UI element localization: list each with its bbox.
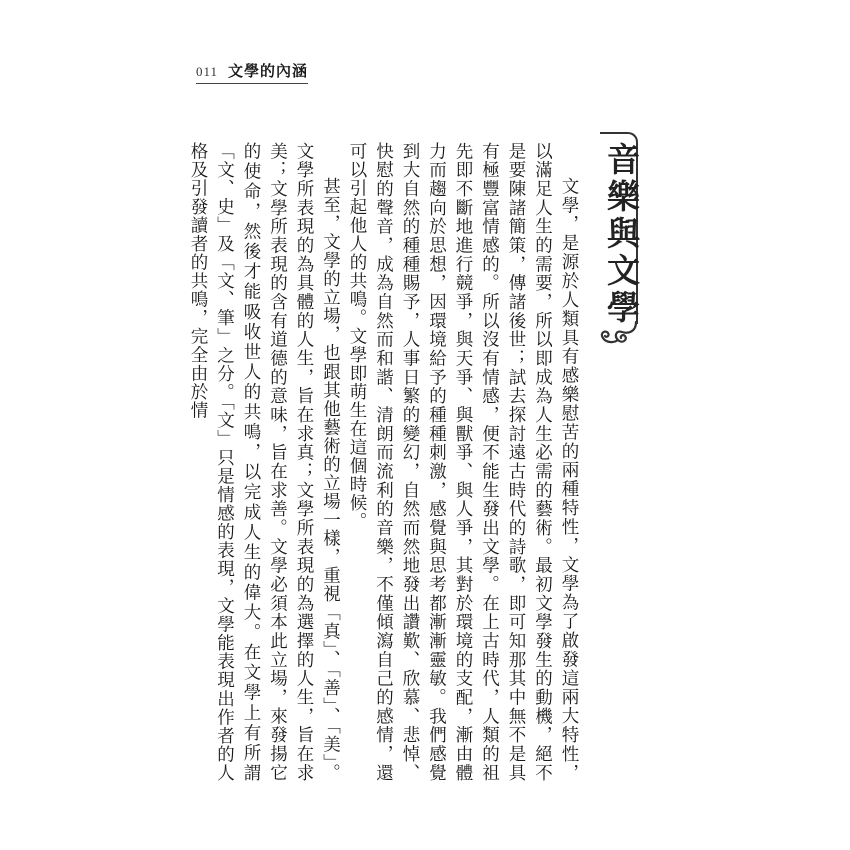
paragraph: 甚至，文學的立場，也跟其他藝術的立場一樣，重視「真」、「善」、「美」。文學所表現的為具體的人生，旨在求真；文學所表現的為選擇的人生，旨在求美；文學所表現的含有道德的意味，旨在求善。文學必須本此立場，來發揚它的使命，然後才能吸收世人的共鳴，以完成人生的偉大。在文學上有所謂「文、史」及「文、筆」之分。「文」只是情感的表現，文學能表現出作者的人格及引發讀者的共鳴，完全由於情 xyxy=(188,142,341,782)
section-title: 音樂與文學 xyxy=(602,142,641,327)
body-text xyxy=(190,142,582,782)
paragraph: 文學，是源於人類具有感樂慰苦的兩種特性，文學為了啟發這兩大特性，以滿足人生的需要，所以即成為人生必需的藝術。最初文學發生的動機，絕不是要陳諸簡策，傳諸後世；試去探討遠古時代的詩歌，即可知那其中無不是具有極豐富情感的。所以沒有情感，便不能生發出文學。在上古時代，人類的祖先即不斷地進行競爭，與天爭、與獸爭、與人爭，其對於環境的支配，漸由體力而趨向於思想，因環境給予的種種刺激，感覺與思考都漸漸靈敏。我們感覺到大自然的種種賜予，人事日繁的變幻，自然而然地發出讚歎、欣慕、悲悼、快慰的聲音，成為自然而和諧、清朗而流利的音樂，不僅傾瀉自己的感情，還可以引起他人的共鳴。文學即萌生在這個時候。 xyxy=(347,142,579,782)
header-rule xyxy=(196,83,308,84)
page-number: 011 xyxy=(196,64,219,79)
section-title-block xyxy=(598,132,640,347)
running-header xyxy=(196,60,308,81)
chapter-title: 文學的內涵 xyxy=(228,62,309,80)
swirl-ornament-icon xyxy=(598,320,640,348)
